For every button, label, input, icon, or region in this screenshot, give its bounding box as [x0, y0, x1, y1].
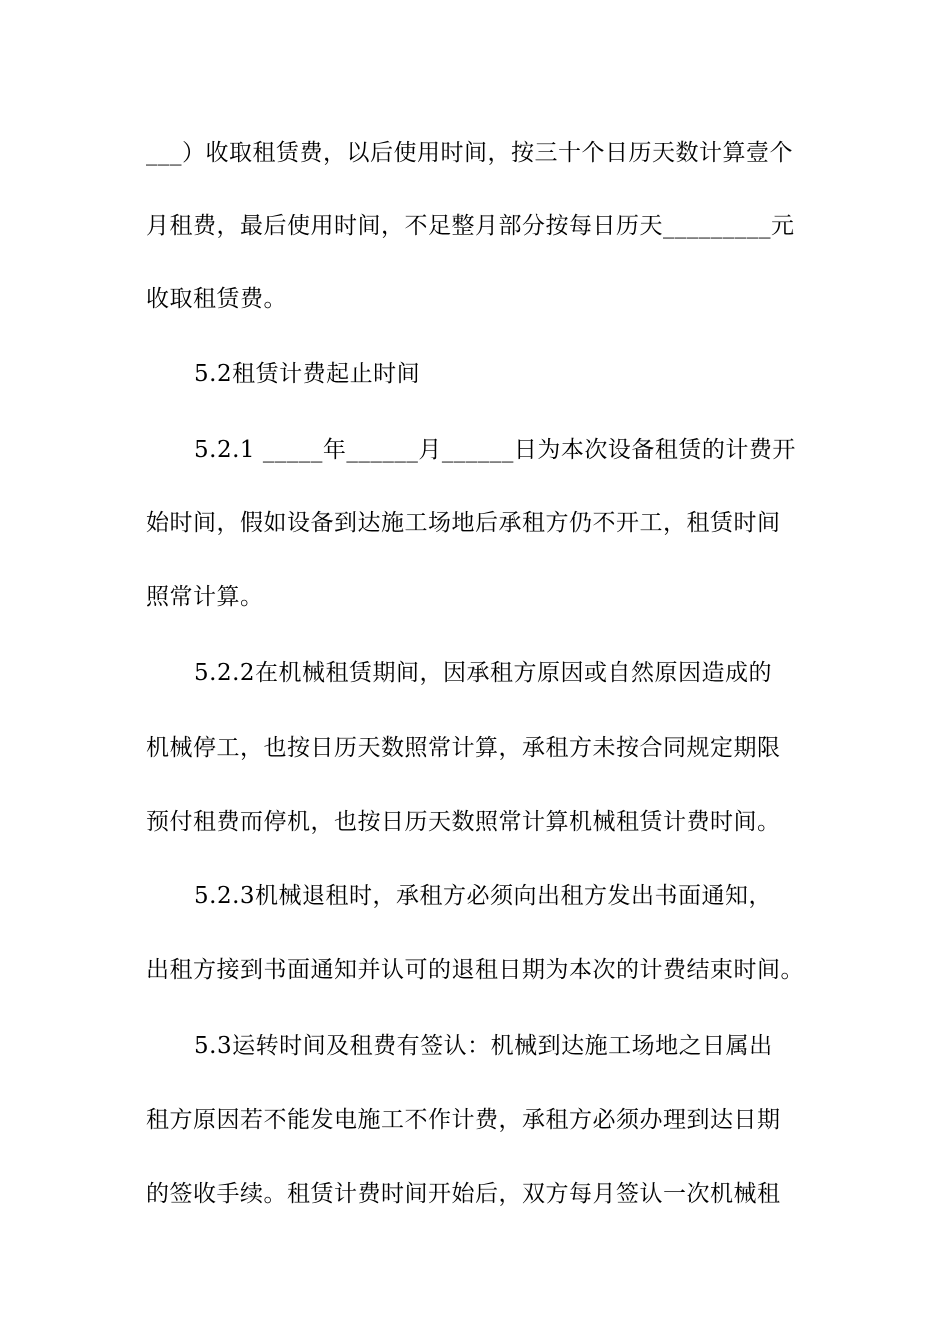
- text-line: 收取租赁费。: [146, 286, 287, 312]
- text-line: 租方原因若不能发电施工不作计费，承租方必须办理到达日期: [146, 1107, 781, 1133]
- text-line: 照常计算。: [146, 584, 264, 610]
- text-line: 5.2.3机械退租时，承租方必须向出租方发出书面通知，: [194, 883, 773, 909]
- text-line: 的签收手续。租赁计费时间开始后，双方每月签认一次机械租: [146, 1181, 781, 1207]
- text-line: 出租方接到书面通知并认可的退租日期为本次的计费结束时间。: [146, 957, 804, 983]
- text-line: 预付租费而停机，也按日历天数照常计算机械租赁计费时间。: [146, 809, 781, 835]
- text-line: 始时间，假如设备到达施工场地后承租方仍不开工，租赁时间: [146, 510, 781, 536]
- text-line: 月租费，最后使用时间，不足整月部分按每日历天_________元: [146, 213, 795, 239]
- text-line: ___）收取租赁费，以后使用时间，按三十个日历天数计算壹个: [146, 140, 793, 166]
- text-line: 机械停工，也按日历天数照常计算，承租方未按合同规定期限: [146, 735, 781, 761]
- text-line: 5.2.2在机械租赁期间，因承租方原因或自然原因造成的: [194, 660, 773, 686]
- text-line: 5.2.1 _____年______月______日为本次设备租赁的计费开: [194, 437, 796, 463]
- section-heading: 5.2租赁计费起止时间: [194, 361, 421, 387]
- text-line: 5.3运转时间及租费有签认：机械到达施工场地之日属出: [194, 1033, 773, 1059]
